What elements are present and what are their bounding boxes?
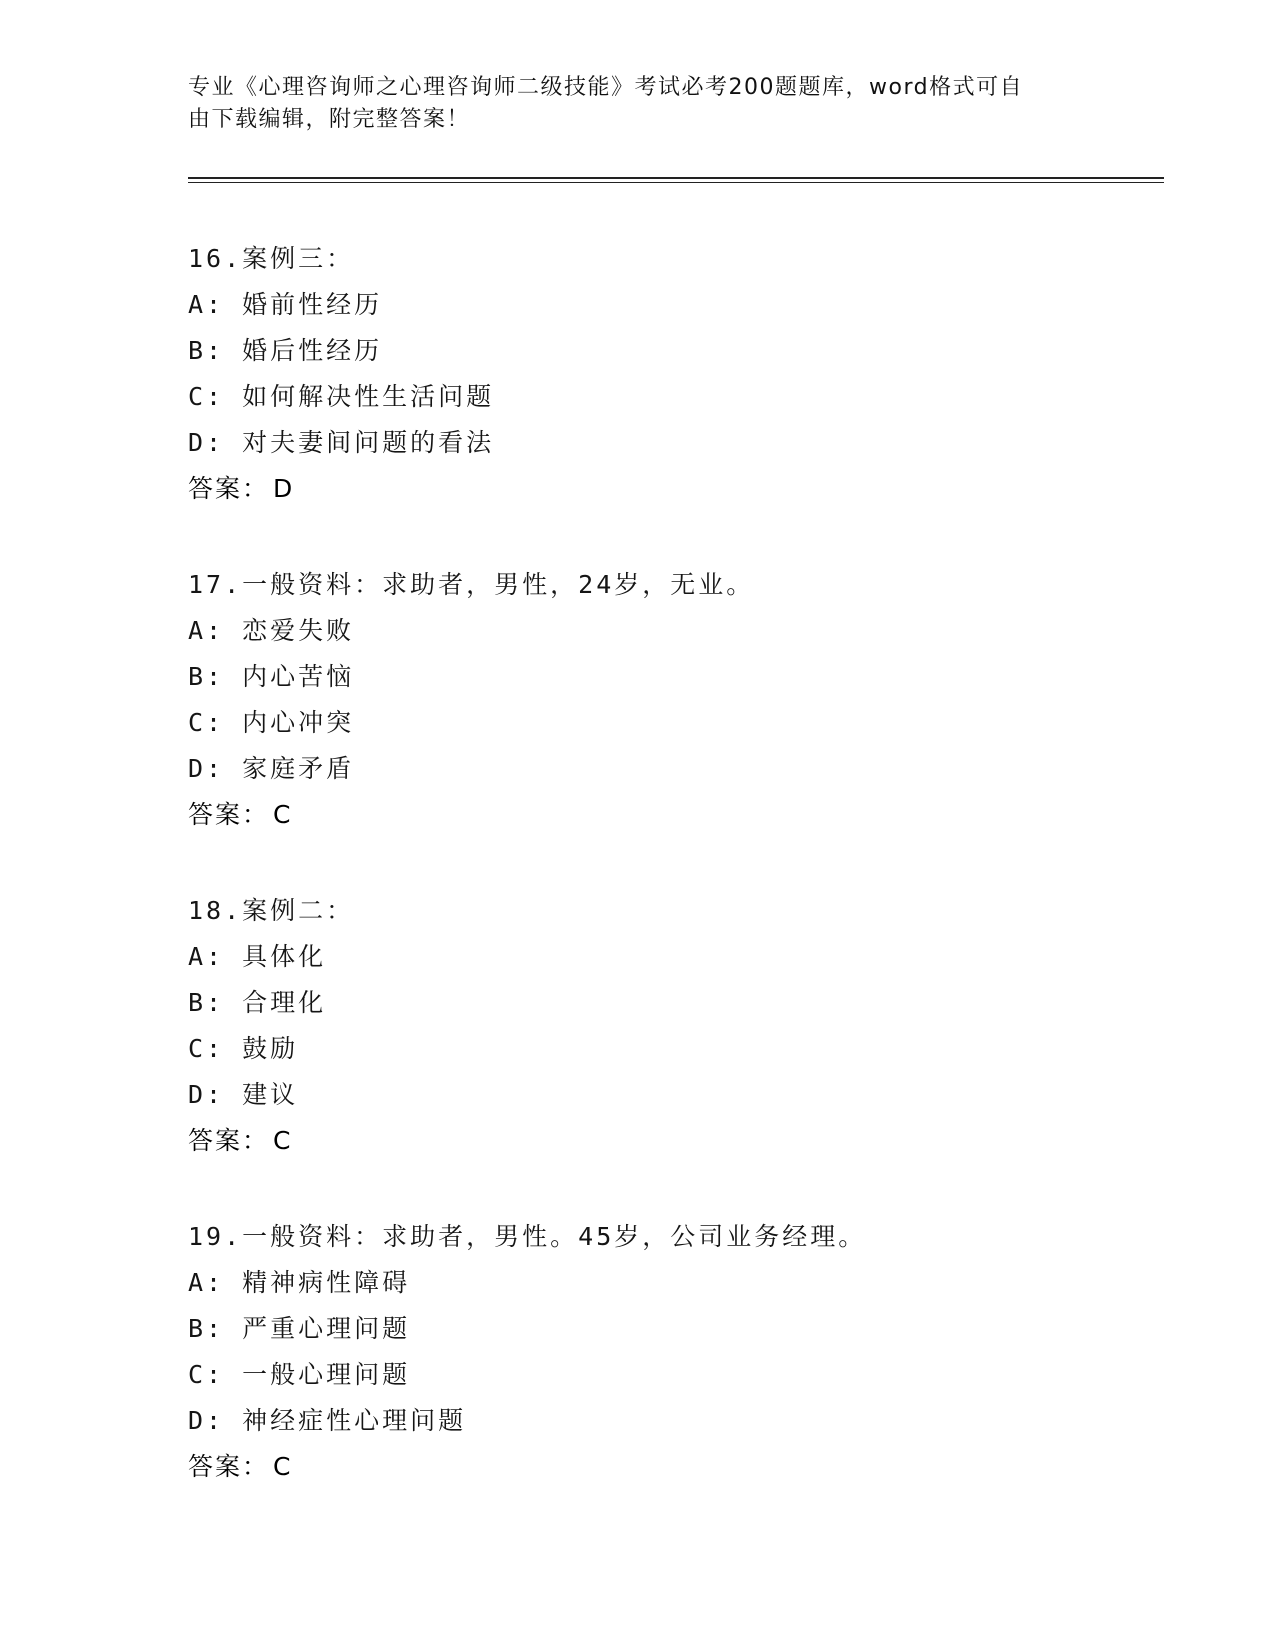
answer-line (188, 1444, 1168, 1490)
answer-value: C (273, 1452, 293, 1481)
document-header (188, 72, 1088, 136)
option-d: D: 家庭矛盾 (188, 754, 355, 783)
question-stem: 17.一般资料：求助者，男性，24岁，无业。 (188, 570, 755, 599)
option-c: C: 一般心理问题 (188, 1360, 411, 1389)
option-c: C: 内心冲突 (188, 708, 355, 737)
header-divider-bottom (188, 182, 1164, 183)
answer-label: 答案： (188, 800, 270, 829)
question-17 (188, 562, 1168, 838)
answer-line (188, 1118, 1168, 1164)
answer-label: 答案： (188, 1452, 270, 1481)
header-line-1: 专业《心理咨询师之心理咨询师二级技能》考试必考200题题库，word格式可自 (188, 75, 1024, 100)
option-c: C: 如何解决性生活问题 (188, 382, 495, 411)
question-18 (188, 888, 1168, 1164)
option-a: A: 精神病性障碍 (188, 1268, 411, 1297)
option-c: C: 鼓励 (188, 1034, 299, 1063)
header-line-2: 由下载编辑，附完整答案！ (188, 107, 471, 132)
option-b: B: 婚后性经历 (188, 336, 383, 365)
option-a: A: 具体化 (188, 942, 327, 971)
question-stem: 18.案例二： (188, 896, 355, 925)
answer-value: C (273, 800, 293, 829)
question-list (188, 236, 1168, 1540)
option-d: D: 对夫妻间问题的看法 (188, 428, 495, 457)
option-b: B: 内心苦恼 (188, 662, 355, 691)
option-a: A: 婚前性经历 (188, 290, 383, 319)
option-b: B: 合理化 (188, 988, 327, 1017)
answer-line (188, 466, 1168, 512)
answer-value: D (273, 474, 295, 503)
question-stem: 16.案例三： (188, 244, 355, 273)
option-d: D: 建议 (188, 1080, 299, 1109)
question-16 (188, 236, 1168, 512)
question-19 (188, 1214, 1168, 1490)
option-a: A: 恋爱失败 (188, 616, 355, 645)
question-stem: 19.一般资料：求助者，男性。45岁，公司业务经理。 (188, 1222, 867, 1251)
answer-value: C (273, 1126, 293, 1155)
answer-label: 答案： (188, 1126, 270, 1155)
option-d: D: 神经症性心理问题 (188, 1406, 467, 1435)
answer-line (188, 792, 1168, 838)
header-divider-top (188, 177, 1164, 179)
answer-label: 答案： (188, 474, 270, 503)
option-b: B: 严重心理问题 (188, 1314, 411, 1343)
